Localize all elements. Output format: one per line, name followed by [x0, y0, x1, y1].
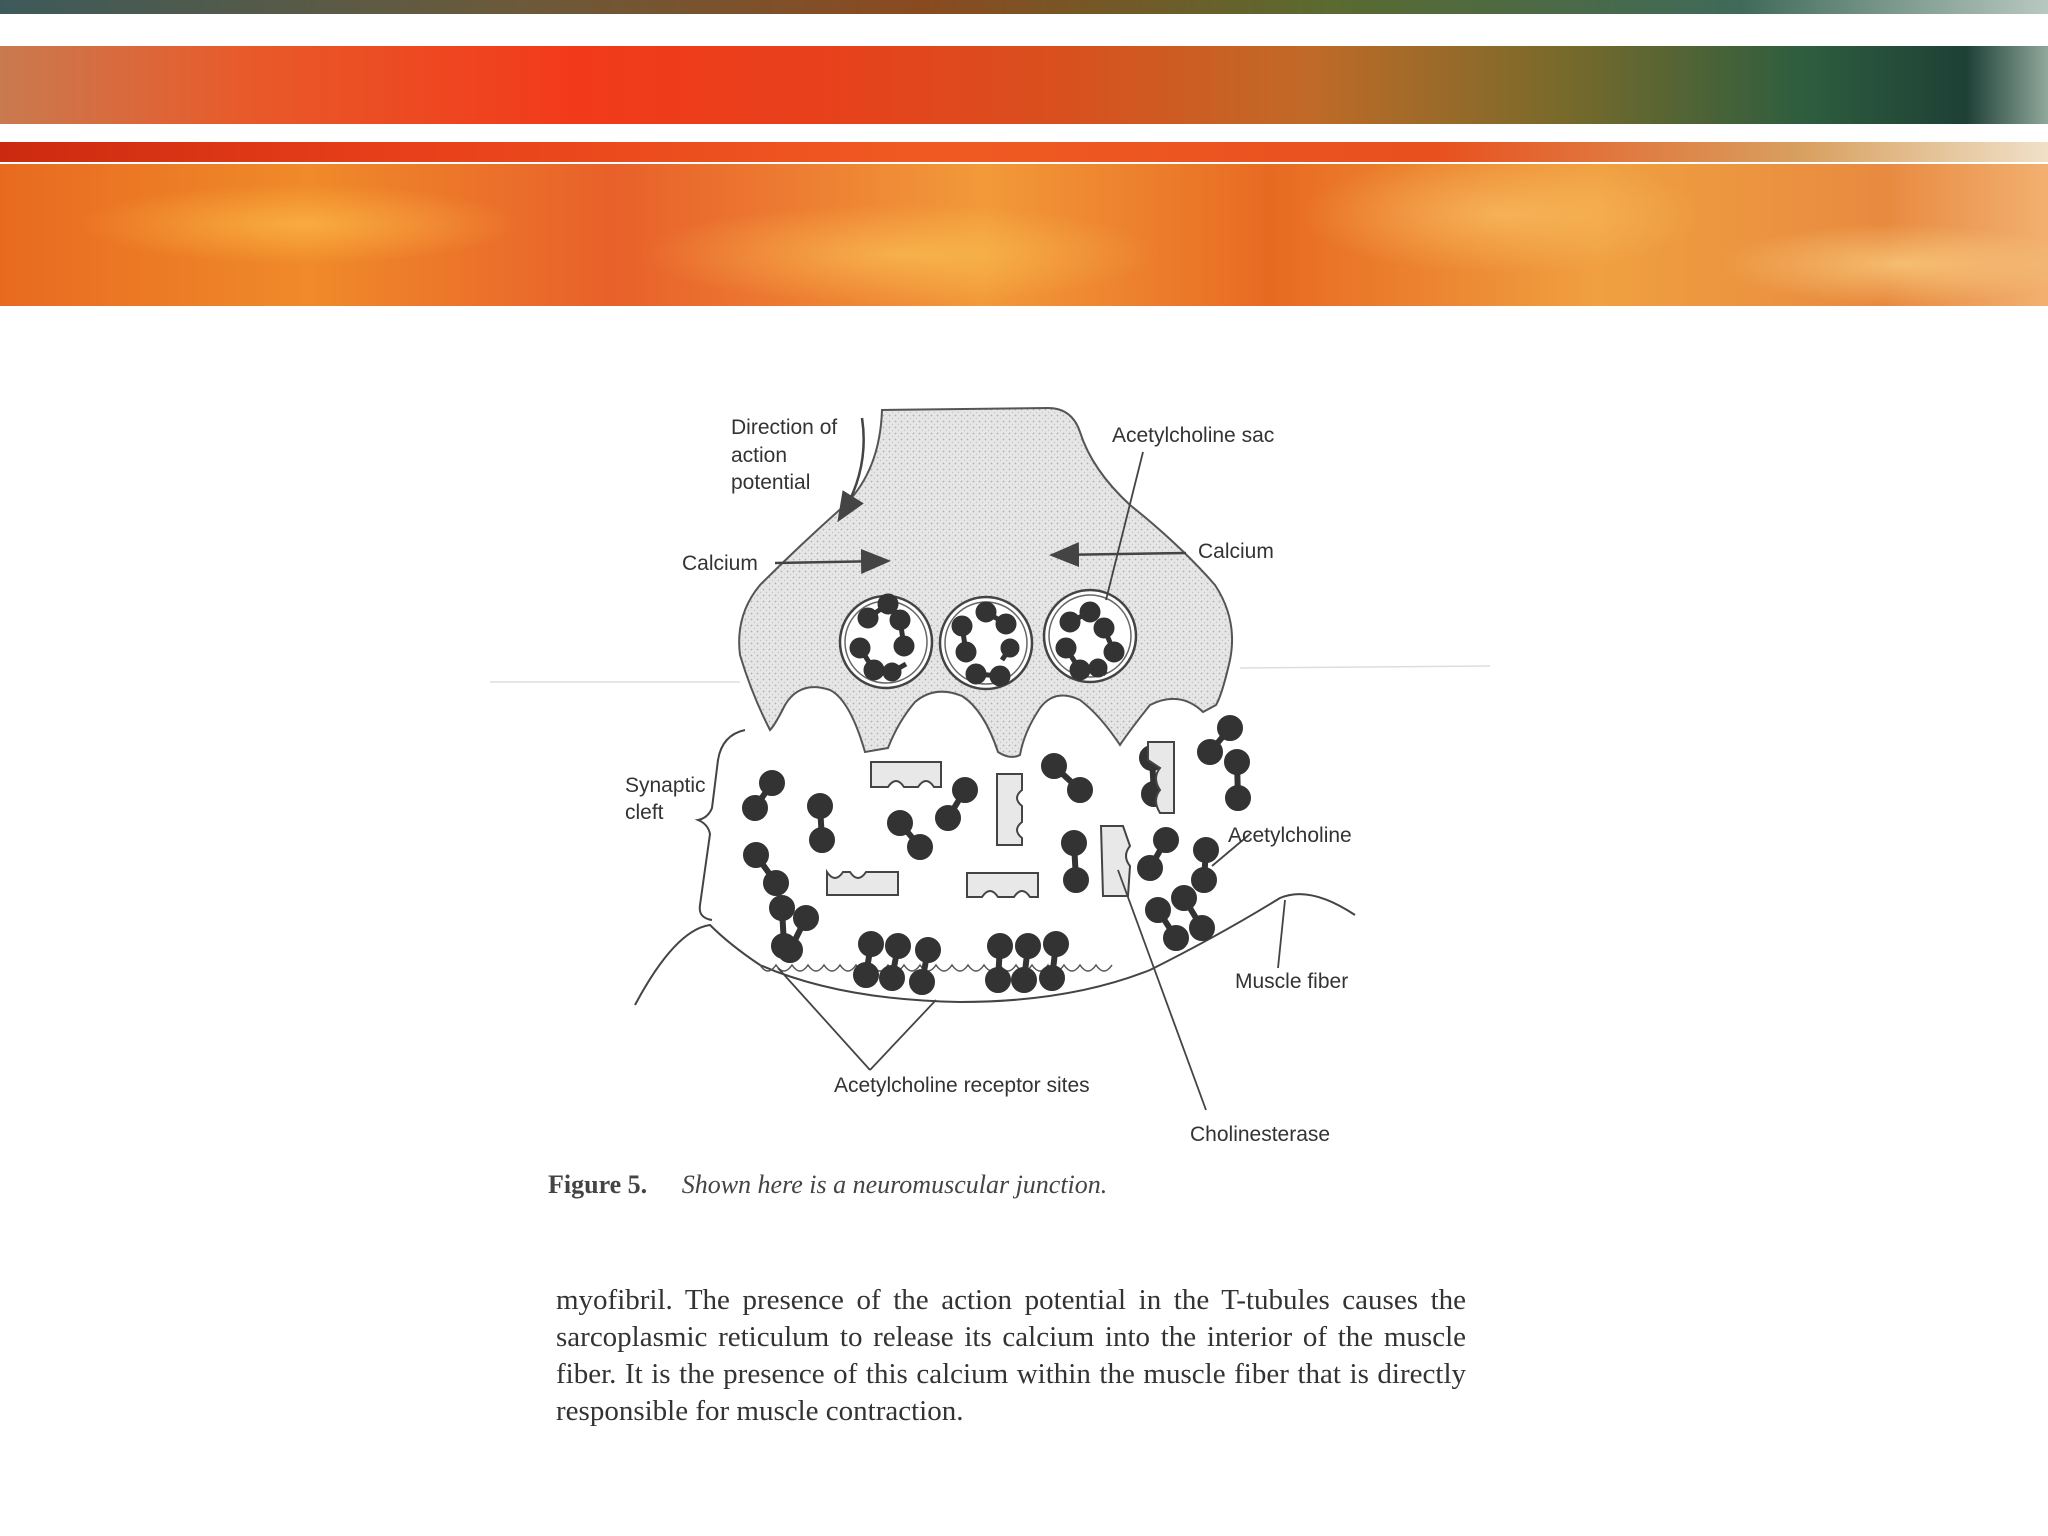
- body-paragraph: myofibril. The presence of the action potential in the T-tubules causes the sarcoplasmic reticulum to release its calcium into the interior of the muscle fiber. It is the presence of this calcium within the muscle fiber that is directly responsible for muscle contraction.: [556, 1284, 1466, 1427]
- label-cholinesterase: Cholinesterase: [1190, 1123, 1331, 1146]
- label-synaptic-cleft-line2: cleft: [625, 801, 664, 824]
- label-receptor-sites: Acetylcholine receptor sites: [834, 1074, 1090, 1097]
- label-muscle-fiber: Muscle fiber: [1235, 970, 1349, 993]
- bound-acetylcholine: [856, 888, 1212, 992]
- cholinesterase-enzymes: [827, 742, 1174, 897]
- label-direction-line3: potential: [731, 471, 811, 494]
- label-direction-line1: Direction of: [731, 416, 838, 439]
- figure-number: Figure 5.: [548, 1170, 648, 1199]
- synaptic-cleft-bracket: [698, 730, 745, 920]
- label-direction-line2: action: [731, 444, 788, 467]
- nerve-terminal: [739, 408, 1232, 757]
- acetylcholine-vesicle: [940, 597, 1032, 689]
- figure-caption: [548, 1170, 1107, 1200]
- label-calcium-right: Calcium: [1198, 540, 1274, 563]
- caption-text: Shown here is a neuromuscular junction.: [681, 1170, 1108, 1199]
- acetylcholine-vesicle: [1044, 590, 1136, 682]
- label-acetylcholine-sac: Acetylcholine sac: [1112, 424, 1275, 447]
- faint-guide-line-right: [1240, 666, 1490, 668]
- label-synaptic-cleft-line1: Synaptic: [625, 774, 706, 797]
- label-acetylcholine: Acetylcholine: [1228, 824, 1352, 847]
- acetylcholine-vesicle: [840, 596, 932, 688]
- label-calcium-left: Calcium: [682, 552, 758, 575]
